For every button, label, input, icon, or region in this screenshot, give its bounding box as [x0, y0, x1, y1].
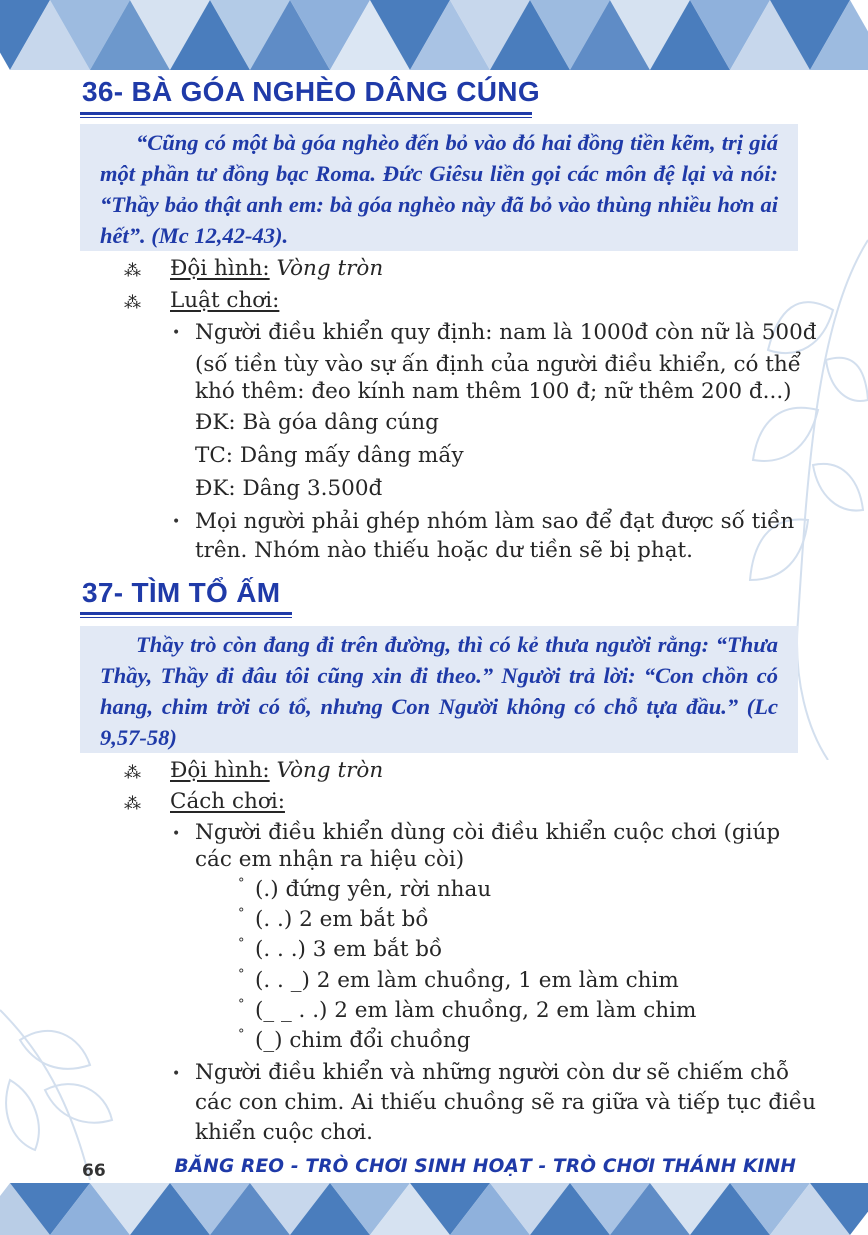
bullet-icon: •	[172, 325, 181, 341]
whistle-signal-3: (. . .) 3 em bắt bồ	[255, 937, 443, 962]
whistle-signal-2: (. .) 2 em bắt bồ	[255, 907, 429, 932]
section-37-rule2-line1: Người điều khiển và những người còn dư sẽ chiếm chỗ	[195, 1060, 790, 1085]
page-number: 66	[82, 1161, 106, 1181]
section-36-rule1-line1: Người điều khiển quy định: nam là 1000đ còn nữ là 500đ	[195, 320, 817, 345]
section-36-formation	[170, 256, 383, 281]
whistle-signal-4: (. . _) 2 em làm chuồng, 1 em làm chim	[255, 968, 679, 993]
triangle-pattern-top	[0, 0, 868, 70]
section-36-dialog-line2: TC: Dâng mấy dâng mấy	[195, 443, 464, 468]
section-36-title: 36- BÀ GÓA NGHÈO DÂNG CÚNG	[82, 76, 540, 107]
whistle-signal-6: (_) chim đổi chuồng	[255, 1028, 471, 1053]
section-36-rule1-line2: (số tiền tùy vào sự ấn định của người điều khiển, có thể	[195, 352, 802, 377]
degree-icon: °	[238, 876, 245, 891]
footer-book-title: BĂNG REO - TRÒ CHƠI SINH HOẠT - TRÒ CHƠI THÁNH KINH	[174, 1156, 796, 1177]
section-37-scripture-quote	[80, 626, 798, 753]
formation-value: Vòng tròn	[276, 256, 384, 281]
section-37-title-underline	[80, 612, 292, 615]
section-marker-icon: ⁂	[124, 794, 141, 814]
section-37-play-heading	[170, 789, 285, 814]
whistle-signal-1: (.) đứng yên, rời nhau	[255, 877, 492, 902]
degree-icon: °	[238, 967, 245, 982]
section-37-rule1-line2: các em nhận ra hiệu còi)	[195, 847, 465, 872]
section-marker-icon: ⁂	[124, 261, 141, 281]
bottom-triangle-border	[0, 1183, 868, 1235]
bullet-icon: •	[172, 826, 181, 842]
top-triangle-border	[0, 0, 868, 70]
section-36-dialog-line1: ĐK: Bà góa dâng cúng	[195, 410, 439, 435]
section-37-title-underline-thin	[80, 617, 292, 618]
section-marker-icon: ⁂	[124, 763, 141, 783]
section-36-quote-text: “Cũng có một bà góa nghèo đến bỏ vào đó hai đồng tiền kẽm, trị giá một phần tư đồng bạc Roma. Đức Giêsu liền gọi các môn đệ lại và nói: “Thầy bảo thật anh em: bà góa nghèo này đã bỏ vào thùng nhiều hơn ai hết”. (Mc 12,42-43).	[100, 130, 778, 248]
section-37-formation	[170, 758, 383, 783]
degree-icon: °	[238, 1027, 245, 1042]
section-36-rule2-line2: trên. Nhóm nào thiếu hoặc dư tiền sẽ bị phạt.	[195, 538, 694, 563]
play-label: Cách chơi:	[170, 789, 285, 814]
section-36-title-underline	[80, 112, 532, 115]
formation-label: Đội hình:	[170, 758, 270, 783]
section-37-rule1-line1: Người điều khiển dùng còi điều khiển cuộc chơi (giúp	[195, 820, 781, 845]
section-marker-icon: ⁂	[124, 293, 141, 313]
rules-label: Luật chơi:	[170, 288, 280, 313]
degree-icon: °	[238, 936, 245, 951]
section-36-title-underline-thin	[80, 117, 532, 118]
section-36-rules-heading	[170, 288, 279, 313]
degree-icon: °	[238, 997, 245, 1012]
formation-label: Đội hình:	[170, 256, 270, 281]
section-36-scripture-quote	[80, 124, 798, 251]
section-37-rule2-line3: khiển cuộc chơi.	[195, 1120, 373, 1145]
leaf-decoration-left	[0, 990, 120, 1180]
triangle-pattern-bottom	[0, 1183, 868, 1235]
section-36-dialog-line3: ĐK: Dâng 3.500đ	[195, 476, 383, 501]
bullet-icon: •	[172, 1066, 181, 1082]
degree-icon: °	[238, 906, 245, 921]
formation-value: Vòng tròn	[276, 758, 384, 783]
section-37-title: 37- TÌM TỔ ẤM	[82, 577, 281, 608]
section-37-quote-text: Thầy trò còn đang đi trên đường, thì có kẻ thưa người rằng: “Thưa Thầy, Thầy đi đâu tôi cũng xin đi theo.” Người trả lời: “Con chồn có hang, chim trời có tổ, nhưng Con Người không có chỗ tựa đầu.” (Lc 9,57-58)	[100, 632, 778, 750]
section-37-rule2-line2: các con chim. Ai thiếu chuồng sẽ ra giữa và tiếp tục điều	[195, 1090, 816, 1115]
bullet-icon: •	[172, 514, 181, 530]
section-36-rule1-line3: khó thêm: đeo kính nam thêm 100 đ; nữ thêm 200 đ...)	[195, 379, 792, 404]
whistle-signal-5: (_ _ . .) 2 em làm chuồng, 2 em làm chim	[255, 998, 697, 1023]
section-36-rule2-line1: Mọi người phải ghép nhóm làm sao để đạt được số tiền	[195, 509, 795, 534]
